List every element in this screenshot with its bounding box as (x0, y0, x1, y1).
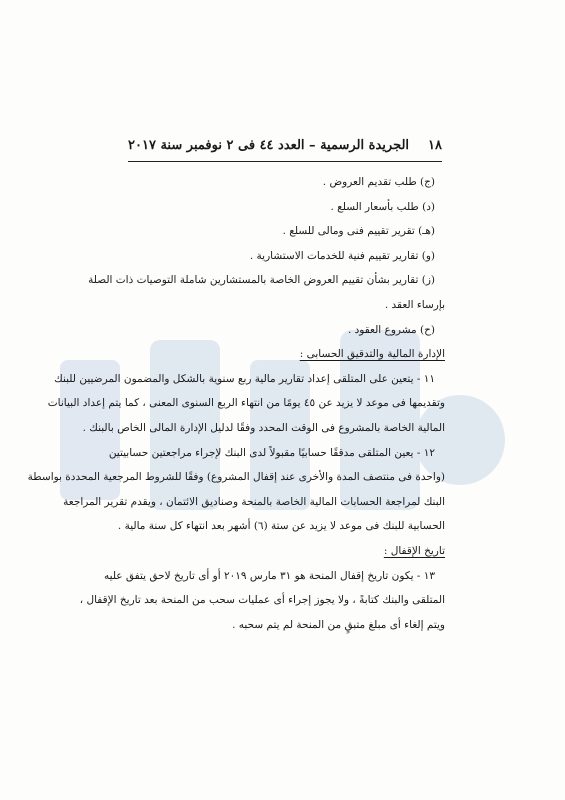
paragraph-13-line: ويتم إلغاء أى مبلغ متبقٍ من المنحة لم يتم سحبه . (232, 618, 445, 631)
paragraph-12-line: البنك لمراجعة الحسابات المالية الخاصة بالمنحة وصناديق الائتمان ، ويقدم تقرير المراجعة (63, 495, 445, 508)
paragraph-11-line: ١١ - يتعين على المتلقى إعداد تقارير مالية ربع سنوية بالشكل والمضمون المرضيين للبنك (54, 372, 435, 385)
paragraph-12-line: ١٢ - يعين المتلقى مدققًا حسابيًا مقبولاً لدى البنك لإجراء مراجعتين حسابيتين (108, 446, 435, 459)
paragraph-11-line: المالية الخاصة بالمشروع فى الوقت المحدد وفقًا لدليل الإدارة المالى الخاص بالبنك . (82, 421, 445, 434)
list-item: (ج) طلب تقديم العروض . (322, 176, 435, 188)
list-item: (ح) مشروع العقود . (347, 323, 435, 336)
page-header (128, 134, 442, 156)
header-divider (128, 161, 442, 162)
section-heading-financial: الإدارة المالية والتدقيق الحسابى : (299, 348, 445, 361)
list-item: (و) تقارير تقييم فنية للخدمات الاستشارية . (249, 249, 435, 262)
page-number: ١٨ (428, 137, 442, 153)
section-heading-closing: تاريخ الإقفال : (383, 544, 445, 557)
paragraph-12-line: الحسابية للبنك فى موعد لا يزيد عن ستة (٦) أشهر بعد انتهاء كل سنة مالية . (117, 520, 445, 533)
list-item-continuation: بإرساء العقد . (384, 298, 445, 311)
paragraph-12-line: (واحدة فى منتصف المدة والأخرى عند إقفال المشروع) وفقًا للشروط المرجعية المحددة بواسطة (27, 471, 445, 484)
list-item: (هـ) تقرير تقييم فنى ومالى للسلع . (282, 225, 435, 238)
paragraph-13-line: المتلقى والبنك كتابةً ، ولا يجوز إجراء أى عمليات سحب من المنحة بعد تاريخ الإقفال ، (79, 594, 445, 607)
document-body (27, 170, 445, 637)
list-item: (د) طلب بأسعار السلع . (330, 200, 435, 213)
paragraph-13-line: ١٣ - يكون تاريخ إقفال المنحة هو ٣١ مارس ٢٠١٩ أو أى تاريخ لاحق يتفق عليه (104, 569, 435, 582)
paragraph-11-line: وتقديمها فى موعد لا يزيد عن ٤٥ يومًا من انتهاء الربع السنوى المعنى ، كما يتم إعداد البيانات (47, 397, 445, 410)
gazette-title: الجريدة الرسمية – العدد ٤٤ فى ٢ نوفمبر سنة ٢٠١٧ (128, 137, 410, 153)
list-item: (ز) تقارير بشأن تقييم العروض الخاصة بالمستشارين شاملة التوصيات ذات الصلة (88, 274, 435, 287)
